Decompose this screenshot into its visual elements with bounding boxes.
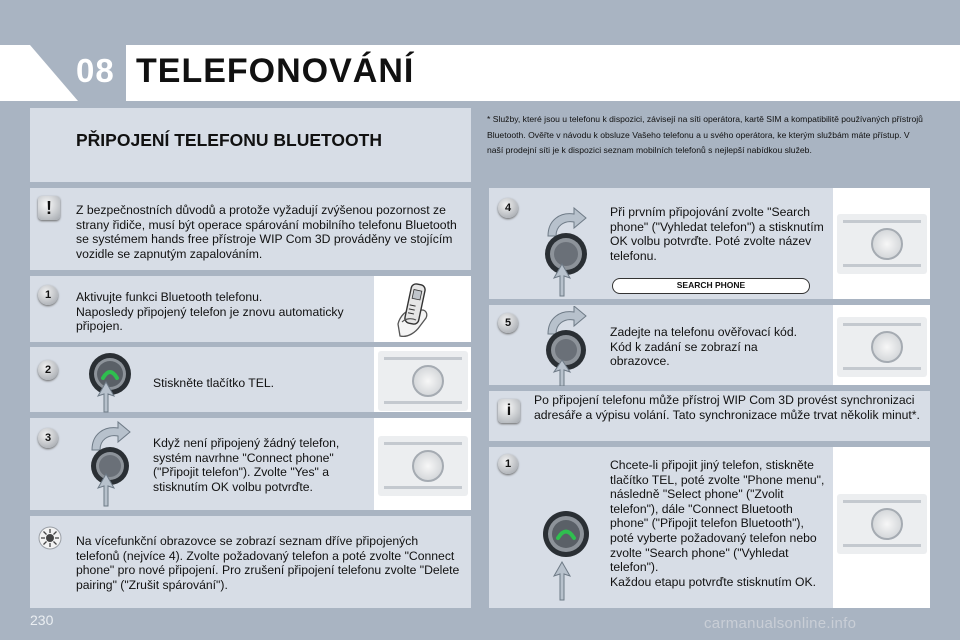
step-5-text: Zadejte na telefonu ověřovací kód. Kód k zadání se zobrazí na obrazovce. [610, 325, 797, 369]
chapter-title: TELEFONOVÁNÍ [136, 52, 415, 90]
tip-lamp-icon [38, 526, 62, 550]
info-text: Po připojení telefonu může přístroj WIP Com 3D provést synchronizaci adresáře a výpisu volání. Tato synchronizace může trvat několik minut*. [534, 393, 920, 422]
step-number-badge: 2 [38, 360, 58, 380]
step-other-phone-text: Chcete-li připojit jiný telefon, stiskněte tlačítko TEL, poté zvolte "Phone menu", následně "Select phone" ("Zvolit telefon"), dále "Connect Bluetooth phone" ("Připojit telefon Bluetooth"), poté vyberte požadovaný telefon nebo zvolte "Search phone" ("Vyhledat telefon"). Každou etapu potvrďte stisknutím OK. [610, 458, 825, 589]
step-4-text: Při prvním připojování zvolte "Search phone" ("Vyhledat telefon") a stisknutím OK volbu potvrďte. Poté zvolte název telefonu. [610, 205, 824, 263]
tel-button-icon [84, 350, 140, 414]
step-number-badge: 3 [38, 428, 58, 448]
warning-text: Z bezpečnostních důvodů a protože vyžadují zvýšenou pozornost ze strany řidiče, musí být operace spárování mobilního telefonu Bluetooth se systémem hands free přístroje WIP Com 3D prováděny ve stojícím vozidle se zapnutým zapalováním. [76, 203, 457, 261]
radio-panel-image [837, 494, 927, 554]
radio-panel-image [378, 351, 468, 411]
info-icon: i [498, 399, 520, 423]
radio-panel-image [837, 214, 927, 274]
warning-icon: ! [38, 196, 60, 220]
step-3-text: Když není připojený žádný telefon, systém navrhne "Connect phone" ("Připojit telefon"). Zvolte "Yes" a stisknutím OK volbu potvrďte. [153, 436, 340, 494]
search-phone-button[interactable]: SEARCH PHONE [612, 278, 810, 294]
tip-text: Na vícefunkční obrazovce se zobrazí seznam dříve připojených telefonů (nejvíce 4). Zvolte požadovaný telefon a poté zvolte "Connect phone" pro nové připojení. Pro zrušení připojení telefonu zvolte "Delete pairing" ("Zrušit spárování"). [76, 534, 460, 592]
step-number-badge: 5 [498, 313, 518, 333]
step-2-text: Stiskněte tlačítko TEL. [153, 376, 275, 390]
step-number-badge: 4 [498, 198, 518, 218]
ok-dial-icon [540, 206, 600, 298]
radio-panel-image [837, 317, 927, 377]
radio-panel-image [378, 436, 468, 496]
page-number: 230 [30, 612, 54, 628]
hand-phone-icon [392, 280, 440, 340]
footnote: * Služby, které jsou u telefonu k dispozici, závisejí na síti operátora, kartě SIM a kompatibilitě používaných přístrojů Bluetooth. Ověřte v návodu k obsluze Vašeho telefonu a u svého operátora, ke kterým službám máte přístup. V naší prodejní síti je k dispozici seznam mobilních telefonů s nejlepší nabídkou služeb. [487, 114, 923, 155]
step-number-badge: 1 [38, 285, 58, 305]
ok-dial-icon [84, 420, 144, 508]
ok-dial-icon [540, 306, 600, 386]
step-1-text: Aktivujte funkci Bluetooth telefonu. Naposledy připojený telefon je znovu automaticky připojen. [76, 290, 344, 334]
chapter-number: 08 [76, 52, 115, 89]
watermark: carmanualsonline.info [704, 615, 857, 632]
step-number-badge: 1 [498, 454, 518, 474]
tel-button-icon [540, 504, 596, 604]
section-title: PŘIPOJENÍ TELEFONU BLUETOOTH [76, 130, 382, 150]
